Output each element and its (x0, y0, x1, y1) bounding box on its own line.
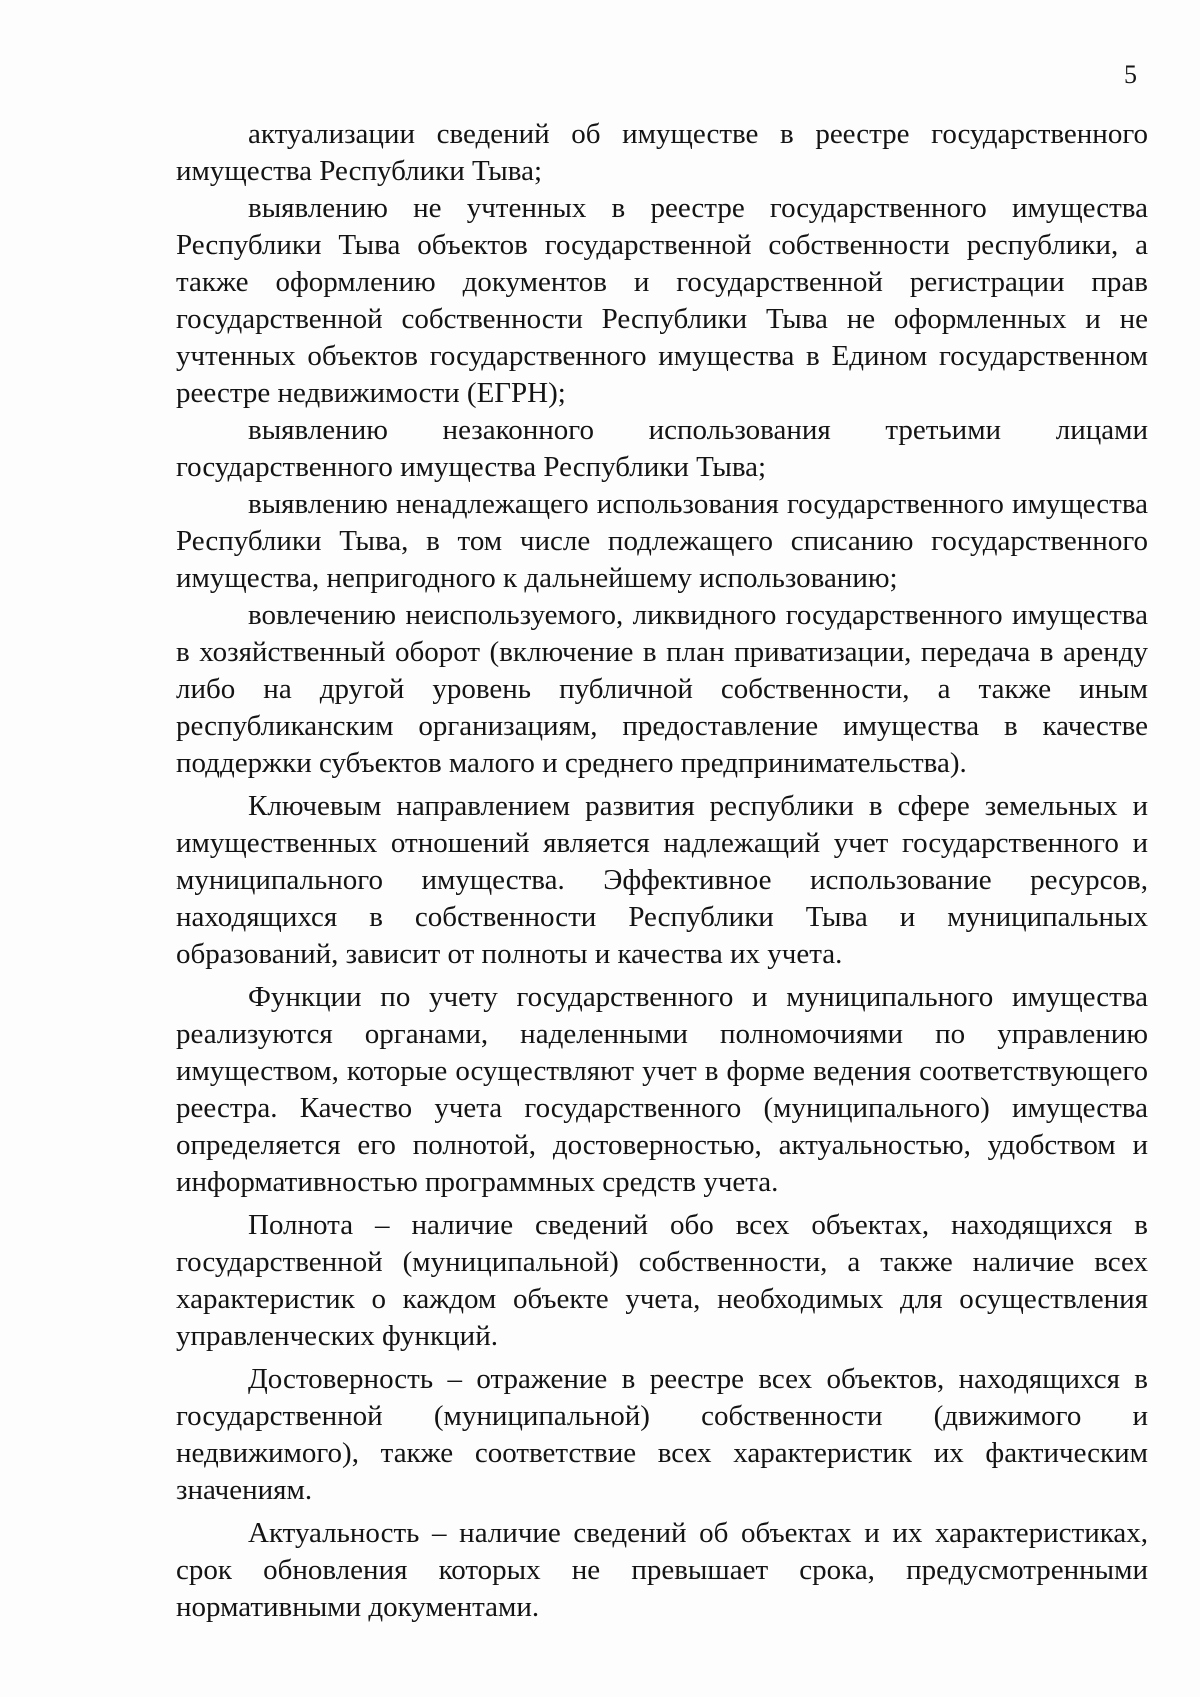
paragraph-unrecorded-objects: выявлению не учтенных в реестре государственного имущества Республики Тыва объектов государственной собственности республики, а также оформлению документов и государственной регистрации прав государственной собственности Республики Тыва не оформленных и не учтенных объектов государственного имущества в Едином государственном реестре недвижимости (ЕГРН); (176, 192, 1148, 409)
document-body (176, 116, 1148, 1626)
paragraph-key-direction: Ключевым направлением развития республики в сфере земельных и имущественных отношений является надлежащий учет государственного и муниципального имущества. Эффективное использование ресурсов, находящихся в собственности Республики Тыва и муниципальных образований, зависит от полноты и качества их учета. (176, 790, 1148, 970)
paragraph-illegal-use: выявлению незаконного использования третьими лицами государственного имущества Республики Тыва; (176, 414, 1148, 483)
paragraph-registry-update: актуализации сведений об имуществе в реестре государственного имущества Республики Тыва; (176, 118, 1148, 187)
paragraph-relevance: Актуальность – наличие сведений об объектах и их характеристиках, срок обновления которых не превышает срока, предусмотренными нормативными документами. (176, 1517, 1148, 1623)
paragraph-improper-use: выявлению ненадлежащего использования государственного имущества Республики Тыва, в том числе подлежащего списанию государственного имущества, непригодного к дальнейшему использованию; (176, 488, 1148, 594)
paragraph-accounting-functions: Функции по учету государственного и муниципального имущества реализуются органами, наделенными полномочиями по управлению имуществом, которые осуществляют учет в форме ведения соответствующего реестра. Качество учета государственного (муниципального) имущества определяется его полнотой, достоверностью, актуальностью, удобством и информативностью программных средств учета. (176, 981, 1148, 1198)
page-number: 5 (1124, 60, 1137, 89)
paragraph-reliability: Достоверность – отражение в реестре всех объектов, находящихся в государственной (муниципальной) собственности (движимого и недвижимого), также соответствие всех характеристик их фактическим значениям. (176, 1363, 1148, 1506)
paragraph-economic-turnover: вовлечению неиспользуемого, ликвидного государственного имущества в хозяйственный оборот (включение в план приватизации, передача в аренду либо на другой уровень публичной собственности, а также иным республиканским организациям, предоставление имущества в качестве поддержки субъектов малого и среднего предпринимательства). (176, 599, 1148, 779)
paragraph-completeness: Полнота – наличие сведений обо всех объектах, находящихся в государственной (муниципальной) собственности, а также наличие всех характеристик о каждом объекте учета, необходимых для осуществления управленческих функций. (176, 1209, 1148, 1352)
